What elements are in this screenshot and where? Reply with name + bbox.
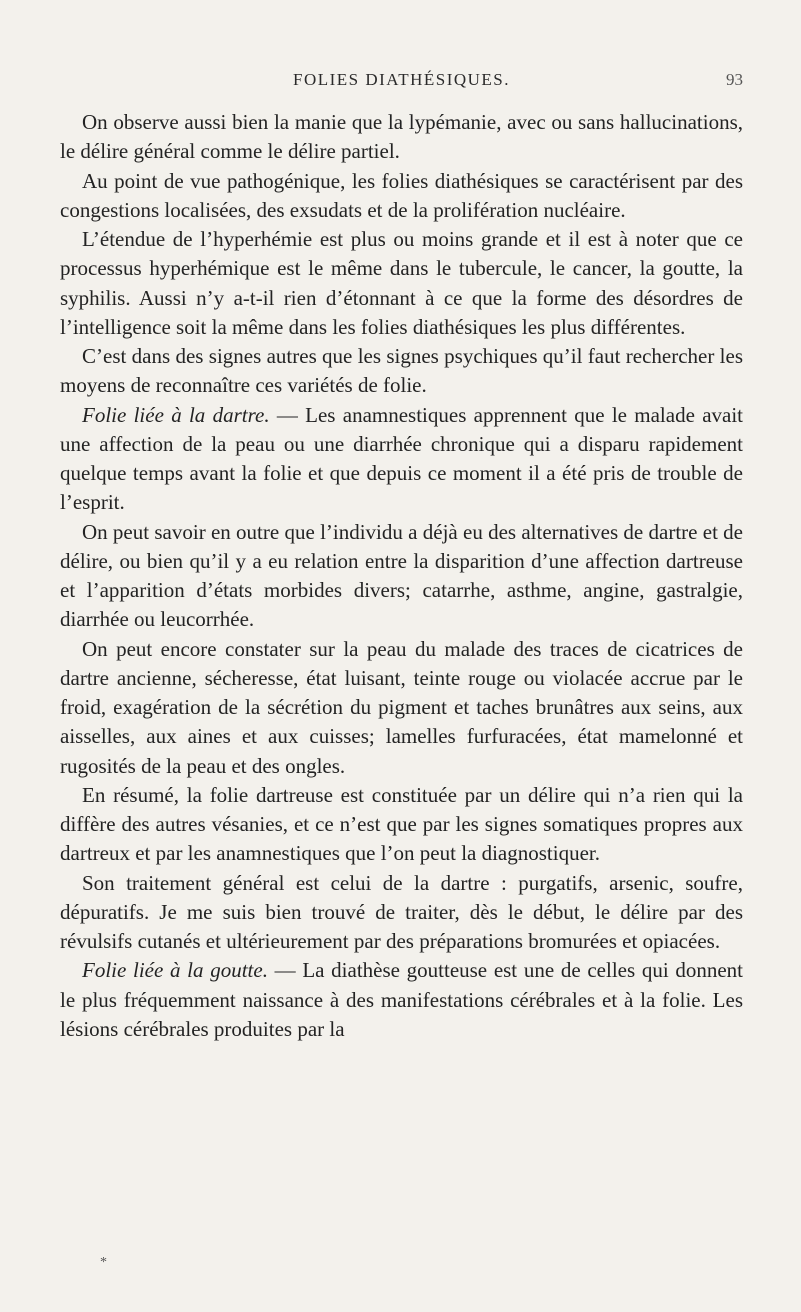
paragraph: L’étendue de l’hyperhémie est plus ou moins grande et il est à noter que ce processus hyperhémique est le même dans le tubercule, le cancer, la goutte, la syphilis. Aussi n’y a-t-il rien d’étonnant à ce que la forme des désordres de l’intelligence soit la même dans les folies diathésiques les plus différentes. — [60, 227, 743, 339]
paragraph: Folie liée à la dartre. — Les anamnestiques apprennent que le malade avait une affection de la peau ou une diarrhée chronique qui a disparu rapidement quelque temps avant la folie et que depuis ce moment il a été pris de trouble de l’esprit. — [60, 402, 743, 515]
paragraph: C’est dans des signes autres que les signes psychiques qu’il faut rechercher les moyens de reconnaître ces variétés de folie. — [60, 344, 743, 398]
running-title: FOLIES DIATHÉSIQUES. — [293, 70, 510, 89]
paragraph: Folie liée à la goutte. — La diathèse goutteuse est une de celles qui donnent le plus fréquemment naissance à des manifestations cérébrales et à la folie. Les lésions cérébrales produites par la — [60, 958, 744, 1041]
section-heading: Folie liée à la dartre. — [82, 402, 270, 427]
paragraph: On peut encore constater sur la peau du malade des traces de cicatrices de dartre ancienne, sécheresse, état luisant, teinte rouge ou violacée accrue par le froid, exagération de la sécrétion du pigment et taches brunâtres aux seins, aux aisselles, aux aines et aux cuisses; lamelles furfuracées, état mamelonné et rugosités de la peau et des ongles. — [60, 636, 743, 778]
body-text — [60, 108, 743, 1044]
paragraph: On observe aussi bien la manie que la lypémanie, avec ou sans hallucinations, le délire général comme le délire partiel. — [60, 110, 743, 164]
paragraph: On peut savoir en outre que l’individu a déjà eu des alternatives de dartre et de délire, ou bien qu’il y a eu relation entre la disparition d’une affection dartreuse et l’apparition d’états morbides divers; catarrhe, asthme, angine, gastralgie, diarrhée ou leucorrhée. — [60, 519, 743, 632]
running-head — [60, 70, 743, 98]
page-number: 93 — [726, 70, 743, 89]
paragraph: En résumé, la folie dartreuse est constituée par un délire qui n’a rien qui la diffère des autres vésanies, et ce n’est que par les signes somatiques propres aux dartreux et par les anamnestiques que l’on peut la diagnostiquer. — [60, 782, 743, 866]
paragraph: Au point de vue pathogénique, les folies diathésiques se caractérisent par des congestions localisées, des exsudats et de la prolifération nucléaire. — [60, 168, 743, 222]
paragraph: Son traitement général est celui de la dartre : purgatifs, arsenic, soufre, dépuratifs. Je me suis bien trouvé de traiter, dès le début, le délire par des révulsifs cutanés et ultérieurement par des préparations bromurées et opiacées. — [60, 870, 743, 953]
section-heading: Folie liée à la goutte. — [82, 958, 268, 983]
footer-mark: * — [100, 1255, 107, 1270]
